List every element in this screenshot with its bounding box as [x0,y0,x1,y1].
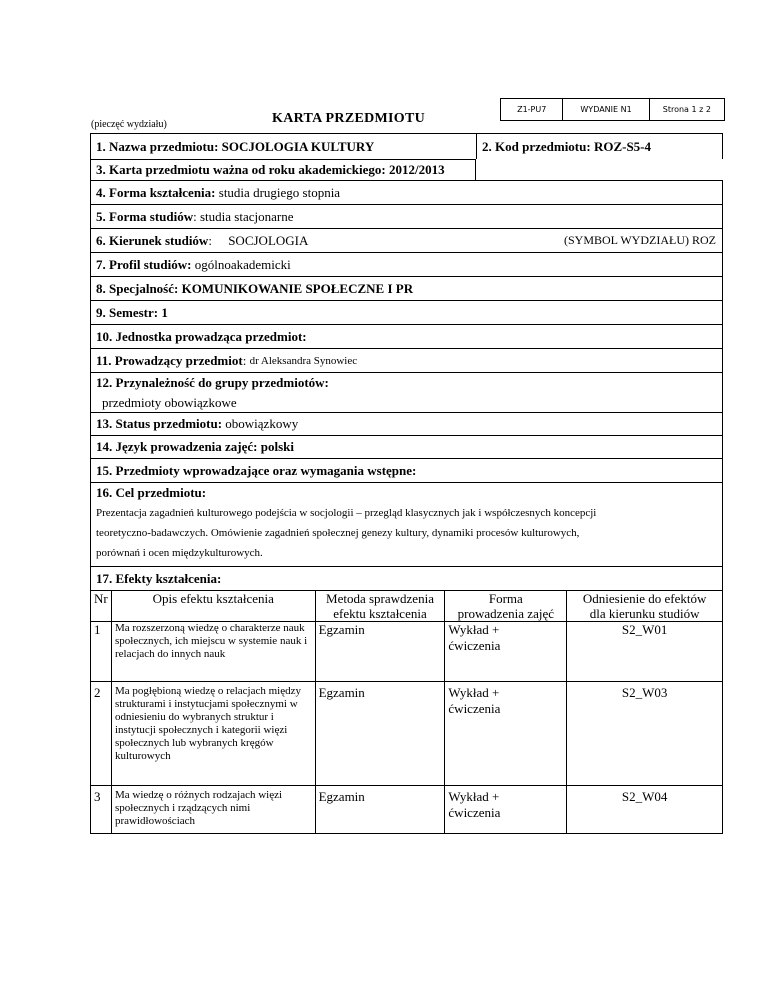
faculty-symbol: (SYMBOL WYDZIAŁU) ROZ [564,233,716,247]
course-aim-label: 16. Cel przedmiotu: [96,485,207,500]
row-form-line-1: Wykład + [448,685,500,700]
row-form-line-2: ćwiczenia [448,638,501,653]
course-status-label: 13. Status przedmiotu: [96,416,223,431]
header-reference [567,591,723,622]
row-specialty: 8. Specjalność: KOMUNIKOWANIE SPOŁECZNE I PR [90,276,723,300]
row-language: 14. Język prowadzenia zajęć: polski [90,435,723,458]
page-number: Strona 1 z 2 [662,105,711,114]
row-method: Egzamin [315,622,445,682]
profile-value: ogólnoakademicki [194,256,291,272]
row-form [445,622,567,682]
header-nr: Nr [91,591,112,622]
study-form-value: : studia stacjonarne [193,208,294,224]
header-form-line-2: prowadzenia zajęć [457,606,554,621]
header-method-line-1: Metoda sprawdzenia [326,591,434,606]
header-method [315,591,445,622]
field-label: 6. Kierunek studiów [96,232,209,248]
header-reference-line-1: Odniesienie do efektów [582,591,707,606]
row-learning-outcomes: 17. Efekty kształcenia: [90,566,723,590]
row-form-line-2: ćwiczenia [448,701,501,716]
row-method: Egzamin [315,682,445,786]
row-course-group [90,372,723,412]
row-course-status [90,412,723,435]
education-form-value: studia drugiego stopnia [218,184,341,200]
row-form-line-1: Wykład + [448,789,500,804]
row-nr: 1 [91,622,112,682]
study-form-label: 5. Forma studiów [96,208,194,224]
row-method: Egzamin [315,786,445,834]
row-nr: 2 [91,682,112,786]
row-prerequisites: 15. Przedmioty wprowadzające oraz wymagania wstępne: [90,458,723,482]
table-row [91,622,723,682]
row-semester: 9. Semestr: 1 [90,300,723,324]
table-row [91,786,723,834]
row-description: Ma wiedzę o różnych rodzajach więzi społecznych i rządzących nimi prawidłowościach [111,786,315,834]
field-value: SOCJOLOGIA [228,232,309,248]
row-nr: 3 [91,786,112,834]
row-teaching-unit: 10. Jednostka prowadząca przedmiot: [90,324,723,348]
row-study-profile [90,252,723,276]
row-form [445,682,567,786]
course-aim-line-3: porównań i ocen międzykulturowych. [96,547,263,559]
header-description: Opis efektu kształcenia [111,591,315,622]
row-field-of-study: 6. Kierunek studiów : SOCJOLOGIA (SYMBOL WYDZIAŁU) ROZ [90,228,723,252]
course-aim-line-2: teoretyczno-badawczych. Omówienie zagadnień społecznej genezy kultury, dynamiki procesów kulturowych, [96,527,580,539]
header-reference-line-2: dla kierunku studiów [589,606,700,621]
row-form [445,786,567,834]
lecturer-value: dr Aleksandra Synowiec [249,354,358,367]
row-course-name [90,133,723,159]
row-study-form [90,204,723,228]
profile-label: 7. Profil studiów: [96,256,192,272]
row-lecturer: 11. Prowadzący przedmiot : dr Aleksandra Synowiec [90,348,723,372]
header-method-line-2: efektu kształcenia [333,606,427,621]
course-group-value: przedmioty obowiązkowe [102,394,237,410]
header-form-line-1: Forma [488,591,523,606]
table-header-row [91,591,723,622]
form-code: Z1-PU7 [501,99,563,120]
row-reference: S2_W04 [567,786,723,834]
faculty-stamp-label: (pieczęć wydziału) [91,119,167,130]
row-reference: S2_W01 [567,622,723,682]
row-form-line-2: ćwiczenia [448,805,501,820]
row-course-aim [90,482,723,566]
document-header-box [500,98,725,121]
row-description: Ma pogłębioną wiedzę o relacjach między strukturami i instytucjami społecznymi w odniesieniu do wybranych struktur i instytucji społecznych i kategorii więzi społecznych lub wybranych kręgów kulturowych [111,682,315,786]
course-aim-line-1: Prezentacja zagadnień kulturowego podejścia w socjologii – przegląd klasycznych jak i współczesnych koncepcji [96,507,597,519]
course-status-value: obowiązkowy [225,416,299,431]
row-form-line-1: Wykład + [448,622,500,637]
row-reference: S2_W03 [567,682,723,786]
learning-outcomes-table [90,590,723,834]
page-title: KARTA PRZEDMIOTU [272,111,426,126]
header-form [445,591,567,622]
course-group-label: 12. Przynależność do grupy przedmiotów: [96,374,329,390]
course-name: 1. Nazwa przedmiotu: SOCJOLOGIA KULTURY [91,134,477,159]
lecturer-label: 11. Prowadzący przedmiot [96,352,243,368]
row-education-form [90,180,723,204]
edition: WYDANIE N1 [563,99,649,120]
row-description: Ma rozszerzoną wiedzę o charakterze nauk społecznych, ich miejscu w systemie nauk i relacjach do innych nauk [111,622,315,682]
table-row [91,682,723,786]
education-form-label: 4. Forma kształcenia: [96,184,216,200]
row-valid-from: 3. Karta przedmiotu ważna od roku akademickiego: 2012/2013 [90,159,476,180]
course-code: 2. Kod przedmiotu: ROZ-S5-4 [482,138,651,154]
